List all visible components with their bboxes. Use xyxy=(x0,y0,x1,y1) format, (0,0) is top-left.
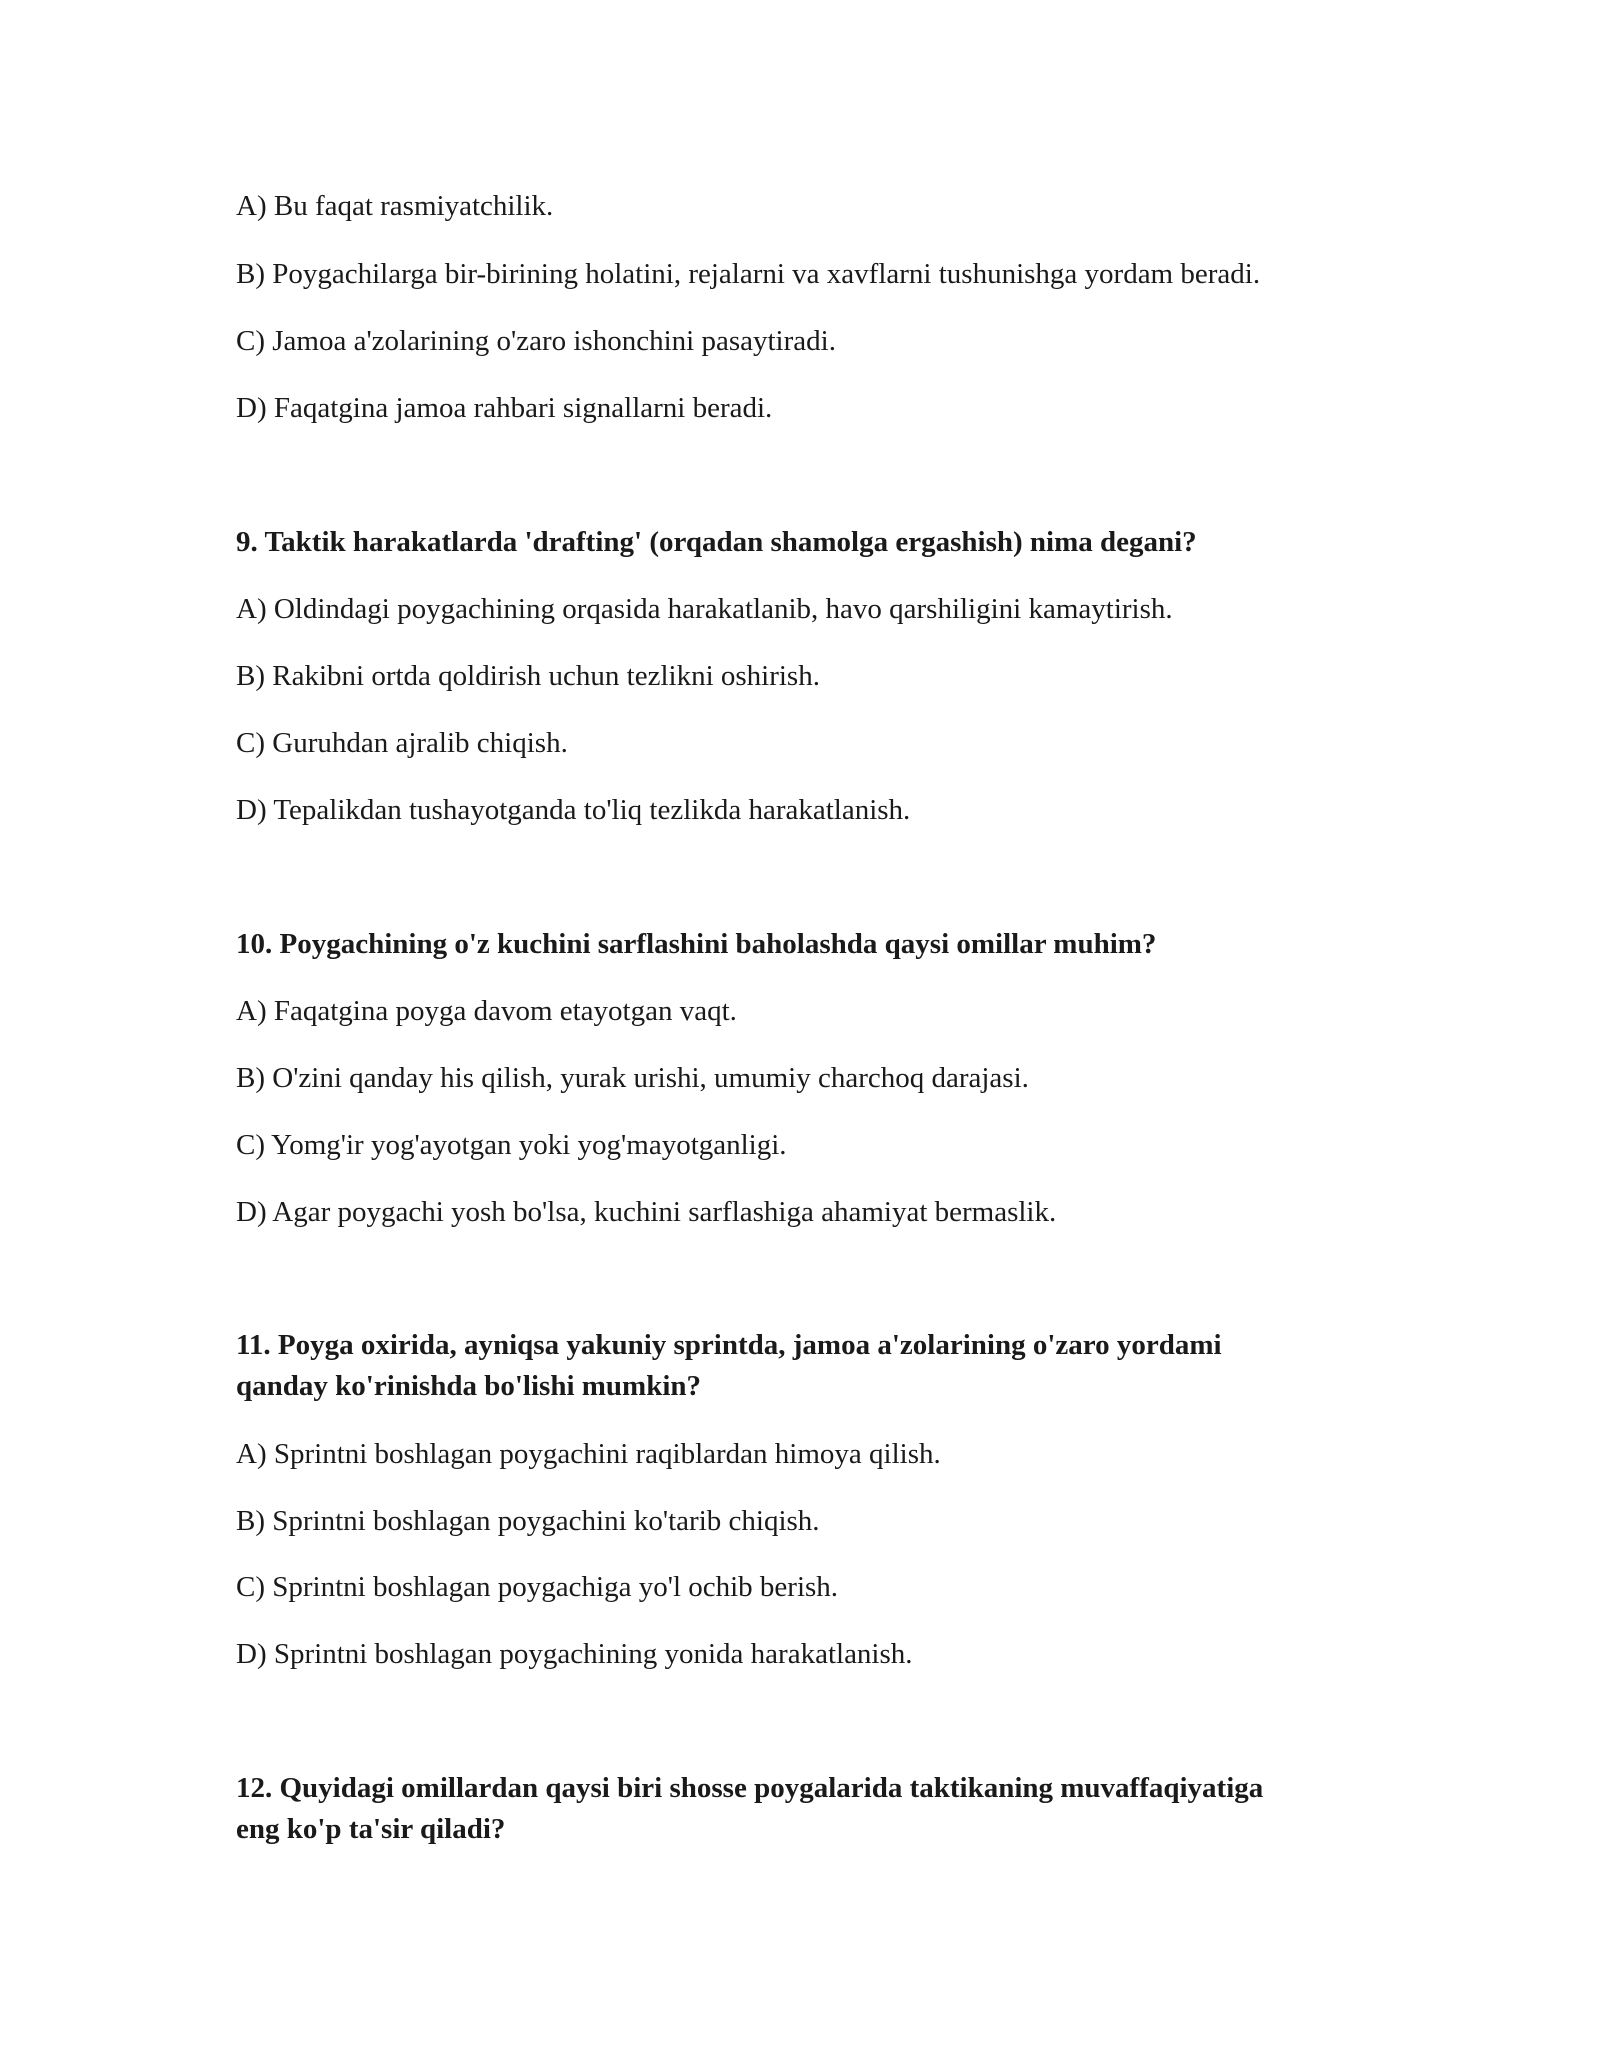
q9-option-a: A) Oldindagi poygachining orqasida harakatlanib, havo qarshiligini kamaytirish. xyxy=(236,593,1173,625)
q8-option-d: D) Faqatgina jamoa rahbari signallarni beradi. xyxy=(236,392,773,424)
q11-question-line1: 11. Poyga oxirida, ayniqsa yakuniy sprintda, jamoa a'zolarining o'zaro yordami xyxy=(236,1329,1222,1361)
q12-question-line1: 12. Quyidagi omillardan qaysi biri shosse poygalarida taktikaning muvaffaqiyatiga xyxy=(236,1772,1264,1804)
q9-option-b: B) Rakibni ortda qoldirish uchun tezlikni oshirish. xyxy=(236,660,820,692)
q9-question: 9. Taktik harakatlarda 'drafting' (orqadan shamolga ergashish) nima degani? xyxy=(236,526,1197,558)
q10-option-a: A) Faqatgina poyga davom etayotgan vaqt. xyxy=(236,995,737,1027)
q10-option-b: B) O'zini qanday his qilish, yurak urishi, umumiy charchoq darajasi. xyxy=(236,1062,1029,1094)
q10-option-d: D) Agar poygachi yosh bo'lsa, kuchini sarflashiga ahamiyat bermaslik. xyxy=(236,1196,1057,1228)
q8-option-b: B) Poygachilarga bir-birining holatini, rejalarni va xavflarni tushunishga yordam beradi. xyxy=(236,258,1261,290)
q11-option-c: C) Sprintni boshlagan poygachiga yo'l ochib berish. xyxy=(236,1571,839,1603)
q11-option-a: A) Sprintni boshlagan poygachini raqiblardan himoya qilish. xyxy=(236,1438,941,1470)
q10-option-c: C) Yomg'ir yog'ayotgan yoki yog'mayotganligi. xyxy=(236,1129,787,1161)
q12-question-line2: eng ko'p ta'sir qiladi? xyxy=(236,1813,506,1845)
q11-question-line2: qanday ko'rinishda bo'lishi mumkin? xyxy=(236,1370,702,1402)
q11-option-d: D) Sprintni boshlagan poygachining yonida harakatlanish. xyxy=(236,1638,913,1670)
q8-option-c: C) Jamoa a'zolarining o'zaro ishonchini pasaytiradi. xyxy=(236,325,836,357)
q9-option-c: C) Guruhdan ajralib chiqish. xyxy=(236,727,568,759)
q11-option-b: B) Sprintni boshlagan poygachini ko'tarib chiqish. xyxy=(236,1505,820,1537)
q10-question: 10. Poygachining o'z kuchini sarflashini baholashda qaysi omillar muhim? xyxy=(236,928,1157,960)
q8-option-a: A) Bu faqat rasmiyatchilik. xyxy=(236,190,554,222)
q9-option-d: D) Tepalikdan tushayotganda to'liq tezlikda harakatlanish. xyxy=(236,794,911,826)
